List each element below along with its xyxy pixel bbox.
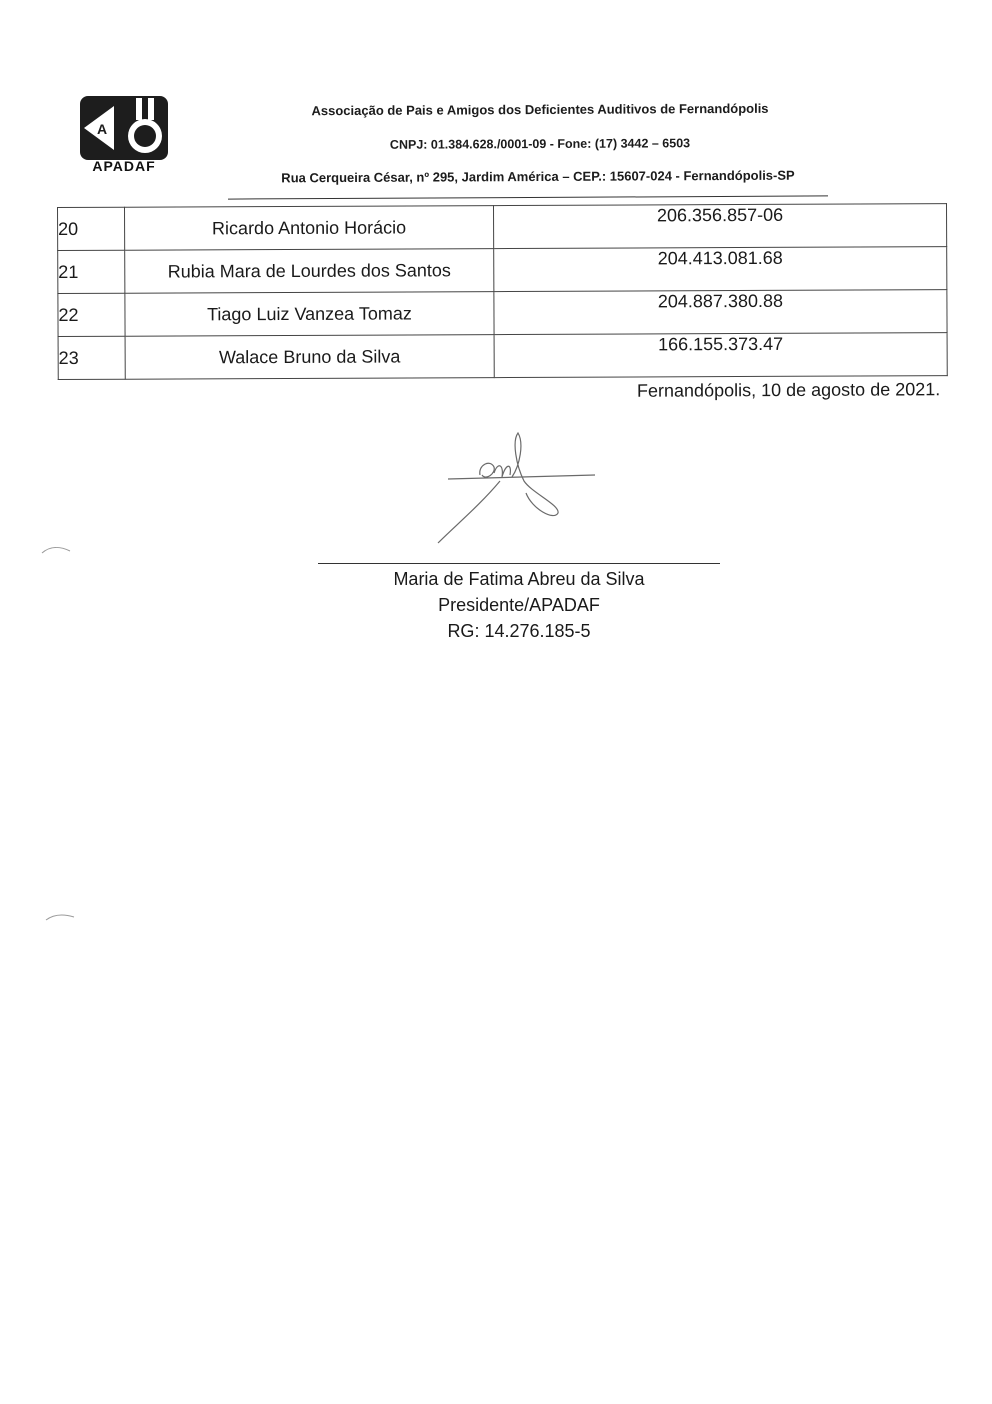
place-date: Fernandópolis, 10 de agosto de 2021.: [636, 379, 941, 401]
row-name: Tiago Luiz Vanzea Tomaz: [125, 292, 494, 337]
row-document: 204.887.380.88: [494, 290, 947, 335]
ear-emblem-icon: [80, 96, 168, 160]
row-number: 22: [58, 293, 125, 336]
table-row: [58, 290, 947, 337]
org-address: Rua Cerqueira César, nº 295, Jardim América – CEP.: 15607-024 - Fernandópolis-SP: [281, 167, 795, 186]
row-name: Walace Bruno da Silva: [125, 335, 494, 380]
signatory-name: Maria de Fatima Abreu da Silva: [393, 569, 645, 589]
table-row: [58, 247, 947, 294]
logo-text: APADAF: [92, 158, 156, 174]
row-name: Rubia Mara de Lourdes dos Santos: [125, 249, 494, 294]
logo-letter: A: [96, 121, 108, 137]
org-name: Associação de Pais e Amigos dos Deficientes Auditivos de Fernandópolis: [311, 100, 769, 119]
handwritten-signature: [420, 425, 610, 555]
scan-mark: [44, 911, 78, 923]
signatory-block: [318, 566, 720, 644]
signatory-role: Presidente/APADAF: [438, 595, 600, 615]
apadaf-logo: [80, 96, 168, 176]
org-cnpj-phone: CNPJ: 01.384.628./0001-09 - Fone: (17) 3442 – 6503: [389, 136, 691, 152]
beneficiary-table: [57, 203, 948, 380]
signatory-rg: RG: 14.276.185-5: [447, 621, 591, 641]
row-name: Ricardo Antonio Horácio: [125, 206, 494, 251]
row-document: 204.413.081.68: [494, 247, 947, 292]
table-row: [58, 204, 947, 251]
row-number: 23: [58, 336, 125, 379]
row-document: 206.356.857-06: [493, 204, 946, 249]
table-row: [58, 333, 947, 380]
row-document: 166.155.373.47: [494, 333, 947, 378]
header-divider: [228, 195, 828, 199]
signature-line: [318, 563, 720, 564]
row-number: 20: [58, 207, 125, 250]
scan-mark: [40, 544, 74, 556]
row-number: 21: [58, 250, 125, 293]
